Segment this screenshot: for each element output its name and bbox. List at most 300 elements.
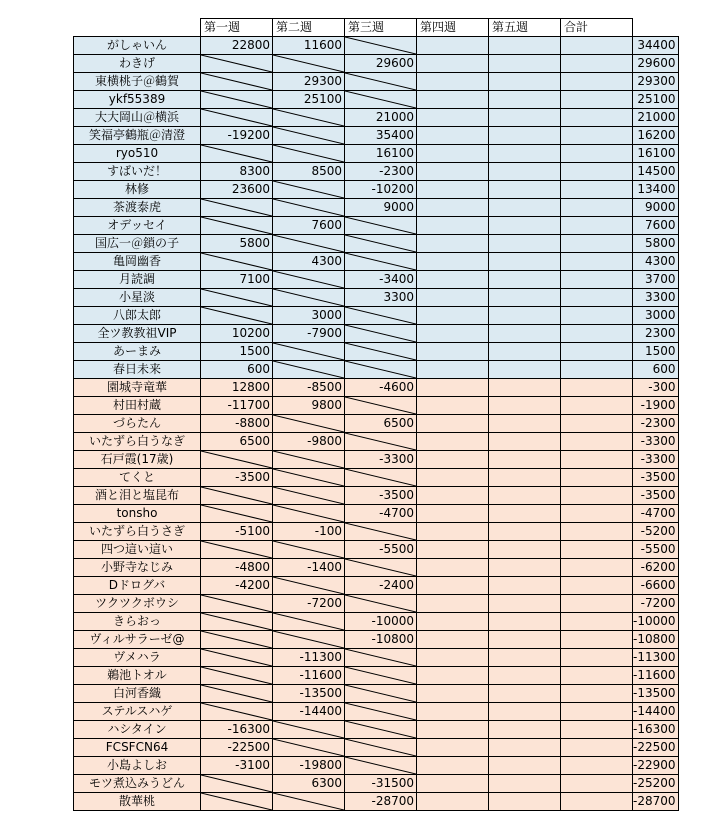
player-name-cell[interactable]: 石戸霞(17歳) xyxy=(74,451,201,469)
week5-cell[interactable] xyxy=(489,613,561,631)
week5-cell[interactable] xyxy=(489,145,561,163)
total-cell[interactable]: 3000 xyxy=(633,307,679,325)
week2-cell[interactable] xyxy=(273,397,345,415)
total-cell[interactable]: -14400 xyxy=(633,703,679,721)
total-cell[interactable]: 13400 xyxy=(633,181,679,199)
week3-cell[interactable] xyxy=(345,433,417,451)
player-name-cell[interactable]: ykf55389 xyxy=(74,91,201,109)
player-name-cell[interactable]: 春日未来 xyxy=(74,361,201,379)
player-name-cell[interactable]: Dドログバ xyxy=(74,577,201,595)
week4-cell[interactable] xyxy=(417,649,489,667)
week1-cell[interactable] xyxy=(201,433,273,451)
week5-cell[interactable] xyxy=(489,415,561,433)
week6-cell[interactable] xyxy=(561,145,633,163)
week3-cell[interactable] xyxy=(345,631,417,649)
week4-cell[interactable] xyxy=(417,91,489,109)
week6-cell[interactable] xyxy=(561,325,633,343)
header-corner[interactable] xyxy=(74,19,201,37)
week2-cell[interactable] xyxy=(273,361,345,379)
total-cell[interactable]: -11600 xyxy=(633,667,679,685)
week5-cell[interactable] xyxy=(489,505,561,523)
week2-cell[interactable] xyxy=(273,775,345,793)
week5-cell[interactable] xyxy=(489,721,561,739)
week2-cell[interactable] xyxy=(273,343,345,361)
week1-cell[interactable] xyxy=(201,775,273,793)
total-cell[interactable]: -7200 xyxy=(633,595,679,613)
total-cell[interactable]: -22500 xyxy=(633,739,679,757)
week5-cell[interactable] xyxy=(489,397,561,415)
week4-cell[interactable] xyxy=(417,739,489,757)
week4-cell[interactable] xyxy=(417,757,489,775)
week4-cell[interactable] xyxy=(417,325,489,343)
total-cell[interactable]: -6200 xyxy=(633,559,679,577)
week3-cell[interactable] xyxy=(345,721,417,739)
week6-cell[interactable] xyxy=(561,577,633,595)
week1-cell[interactable] xyxy=(201,199,273,217)
week1-cell[interactable] xyxy=(201,793,273,811)
week1-cell[interactable] xyxy=(201,397,273,415)
header-week2[interactable]: 第二週 xyxy=(273,19,345,37)
week5-cell[interactable] xyxy=(489,559,561,577)
week3-cell[interactable] xyxy=(345,577,417,595)
week5-cell[interactable] xyxy=(489,487,561,505)
week4-cell[interactable] xyxy=(417,253,489,271)
week2-cell[interactable] xyxy=(273,577,345,595)
week1-cell[interactable] xyxy=(201,577,273,595)
week2-cell[interactable] xyxy=(273,181,345,199)
player-name-cell[interactable]: 小野寺なじみ xyxy=(74,559,201,577)
week6-cell[interactable] xyxy=(561,631,633,649)
week6-cell[interactable] xyxy=(561,487,633,505)
week2-cell[interactable] xyxy=(273,415,345,433)
total-cell[interactable]: -3300 xyxy=(633,433,679,451)
week4-cell[interactable] xyxy=(417,289,489,307)
week6-cell[interactable] xyxy=(561,649,633,667)
week3-cell[interactable] xyxy=(345,469,417,487)
week6-cell[interactable] xyxy=(561,505,633,523)
week4-cell[interactable] xyxy=(417,523,489,541)
week3-cell[interactable] xyxy=(345,379,417,397)
week2-cell[interactable] xyxy=(273,127,345,145)
week1-cell[interactable] xyxy=(201,523,273,541)
week3-cell[interactable] xyxy=(345,199,417,217)
week2-cell[interactable] xyxy=(273,163,345,181)
week2-cell[interactable] xyxy=(273,199,345,217)
week2-cell[interactable] xyxy=(273,289,345,307)
week6-cell[interactable] xyxy=(561,37,633,55)
total-cell[interactable]: -3500 xyxy=(633,487,679,505)
player-name-cell[interactable]: 亀岡幽香 xyxy=(74,253,201,271)
week3-cell[interactable] xyxy=(345,253,417,271)
total-cell[interactable]: 25100 xyxy=(633,91,679,109)
week6-cell[interactable] xyxy=(561,343,633,361)
week5-cell[interactable] xyxy=(489,181,561,199)
week1-cell[interactable] xyxy=(201,559,273,577)
total-cell[interactable]: -13500 xyxy=(633,685,679,703)
week6-cell[interactable] xyxy=(561,415,633,433)
player-name-cell[interactable]: ハシタイン xyxy=(74,721,201,739)
week2-cell[interactable] xyxy=(273,253,345,271)
player-name-cell[interactable]: 酒と泪と塩昆布 xyxy=(74,487,201,505)
week4-cell[interactable] xyxy=(417,271,489,289)
total-cell[interactable]: -5200 xyxy=(633,523,679,541)
total-cell[interactable]: 29300 xyxy=(633,73,679,91)
player-name-cell[interactable]: 小星淡 xyxy=(74,289,201,307)
week5-cell[interactable] xyxy=(489,199,561,217)
week4-cell[interactable] xyxy=(417,541,489,559)
week1-cell[interactable] xyxy=(201,235,273,253)
week6-cell[interactable] xyxy=(561,523,633,541)
total-cell[interactable]: 9000 xyxy=(633,199,679,217)
week2-cell[interactable] xyxy=(273,325,345,343)
week5-cell[interactable] xyxy=(489,235,561,253)
player-name-cell[interactable]: 東横桃子＠鶴賀 xyxy=(74,73,201,91)
week1-cell[interactable] xyxy=(201,757,273,775)
week6-cell[interactable] xyxy=(561,217,633,235)
week3-cell[interactable] xyxy=(345,163,417,181)
week4-cell[interactable] xyxy=(417,433,489,451)
week6-cell[interactable] xyxy=(561,397,633,415)
player-name-cell[interactable]: 林修 xyxy=(74,181,201,199)
player-name-cell[interactable]: 月読調 xyxy=(74,271,201,289)
week3-cell[interactable] xyxy=(345,613,417,631)
week2-cell[interactable] xyxy=(273,793,345,811)
week5-cell[interactable] xyxy=(489,127,561,145)
week6-cell[interactable] xyxy=(561,667,633,685)
week2-cell[interactable] xyxy=(273,523,345,541)
week5-cell[interactable] xyxy=(489,163,561,181)
week3-cell[interactable] xyxy=(345,343,417,361)
week2-cell[interactable] xyxy=(273,487,345,505)
week4-cell[interactable] xyxy=(417,73,489,91)
week3-cell[interactable] xyxy=(345,235,417,253)
week5-cell[interactable] xyxy=(489,379,561,397)
week3-cell[interactable] xyxy=(345,37,417,55)
week4-cell[interactable] xyxy=(417,505,489,523)
week6-cell[interactable] xyxy=(561,235,633,253)
week4-cell[interactable] xyxy=(417,127,489,145)
week6-cell[interactable] xyxy=(561,361,633,379)
header-total[interactable]: 合計 xyxy=(561,19,633,37)
player-name-cell[interactable]: がしゃいん xyxy=(74,37,201,55)
week5-cell[interactable] xyxy=(489,451,561,469)
week6-cell[interactable] xyxy=(561,163,633,181)
total-cell[interactable]: 600 xyxy=(633,361,679,379)
week5-cell[interactable] xyxy=(489,271,561,289)
week5-cell[interactable] xyxy=(489,595,561,613)
week5-cell[interactable] xyxy=(489,667,561,685)
week3-cell[interactable] xyxy=(345,91,417,109)
week4-cell[interactable] xyxy=(417,451,489,469)
week1-cell[interactable] xyxy=(201,613,273,631)
player-name-cell[interactable]: 四つ這い這い xyxy=(74,541,201,559)
total-cell[interactable]: 3300 xyxy=(633,289,679,307)
week1-cell[interactable] xyxy=(201,361,273,379)
week1-cell[interactable] xyxy=(201,505,273,523)
player-name-cell[interactable]: あーまみ xyxy=(74,343,201,361)
player-name-cell[interactable]: モツ煮込みうどん xyxy=(74,775,201,793)
total-cell[interactable]: 14500 xyxy=(633,163,679,181)
week6-cell[interactable] xyxy=(561,451,633,469)
week1-cell[interactable] xyxy=(201,649,273,667)
week3-cell[interactable] xyxy=(345,757,417,775)
week6-cell[interactable] xyxy=(561,379,633,397)
week5-cell[interactable] xyxy=(489,307,561,325)
player-name-cell[interactable]: 小島よしお xyxy=(74,757,201,775)
week6-cell[interactable] xyxy=(561,685,633,703)
week3-cell[interactable] xyxy=(345,523,417,541)
week5-cell[interactable] xyxy=(489,73,561,91)
header-week3[interactable]: 第三週 xyxy=(345,19,417,37)
week2-cell[interactable] xyxy=(273,631,345,649)
player-name-cell[interactable]: ステルスハゲ xyxy=(74,703,201,721)
week2-cell[interactable] xyxy=(273,613,345,631)
week2-cell[interactable] xyxy=(273,73,345,91)
player-name-cell[interactable]: FCSFCN64 xyxy=(74,739,201,757)
total-cell[interactable]: 7600 xyxy=(633,217,679,235)
week3-cell[interactable] xyxy=(345,55,417,73)
week3-cell[interactable] xyxy=(345,73,417,91)
player-name-cell[interactable]: すばいだ！ xyxy=(74,163,201,181)
week1-cell[interactable] xyxy=(201,703,273,721)
player-name-cell[interactable]: 散華桃 xyxy=(74,793,201,811)
week4-cell[interactable] xyxy=(417,235,489,253)
week5-cell[interactable] xyxy=(489,55,561,73)
week4-cell[interactable] xyxy=(417,379,489,397)
week1-cell[interactable] xyxy=(201,307,273,325)
week2-cell[interactable] xyxy=(273,595,345,613)
week2-cell[interactable] xyxy=(273,91,345,109)
week4-cell[interactable] xyxy=(417,667,489,685)
week2-cell[interactable] xyxy=(273,55,345,73)
week3-cell[interactable] xyxy=(345,685,417,703)
week6-cell[interactable] xyxy=(561,721,633,739)
player-name-cell[interactable]: 園城寺竜華 xyxy=(74,379,201,397)
week4-cell[interactable] xyxy=(417,163,489,181)
week2-cell[interactable] xyxy=(273,649,345,667)
week6-cell[interactable] xyxy=(561,73,633,91)
week2-cell[interactable] xyxy=(273,667,345,685)
week3-cell[interactable] xyxy=(345,703,417,721)
week6-cell[interactable] xyxy=(561,433,633,451)
player-name-cell[interactable]: づらたん xyxy=(74,415,201,433)
week3-cell[interactable] xyxy=(345,127,417,145)
player-name-cell[interactable]: いたずら白うなぎ xyxy=(74,433,201,451)
player-name-cell[interactable]: 全ツ教教祖VIP xyxy=(74,325,201,343)
week4-cell[interactable] xyxy=(417,487,489,505)
week5-cell[interactable] xyxy=(489,253,561,271)
week1-cell[interactable] xyxy=(201,91,273,109)
week2-cell[interactable] xyxy=(273,757,345,775)
week5-cell[interactable] xyxy=(489,37,561,55)
week5-cell[interactable] xyxy=(489,703,561,721)
week4-cell[interactable] xyxy=(417,631,489,649)
week1-cell[interactable] xyxy=(201,667,273,685)
week6-cell[interactable] xyxy=(561,127,633,145)
player-name-cell[interactable]: きらおっ xyxy=(74,613,201,631)
week3-cell[interactable] xyxy=(345,595,417,613)
week1-cell[interactable] xyxy=(201,325,273,343)
total-cell[interactable]: -3500 xyxy=(633,469,679,487)
week3-cell[interactable] xyxy=(345,307,417,325)
week3-cell[interactable] xyxy=(345,361,417,379)
week3-cell[interactable] xyxy=(345,415,417,433)
week5-cell[interactable] xyxy=(489,217,561,235)
player-name-cell[interactable]: わきげ xyxy=(74,55,201,73)
week3-cell[interactable] xyxy=(345,109,417,127)
week3-cell[interactable] xyxy=(345,793,417,811)
week4-cell[interactable] xyxy=(417,307,489,325)
week2-cell[interactable] xyxy=(273,559,345,577)
player-name-cell[interactable]: いたずら白うさぎ xyxy=(74,523,201,541)
week6-cell[interactable] xyxy=(561,289,633,307)
player-name-cell[interactable]: 八郎太郎 xyxy=(74,307,201,325)
week2-cell[interactable] xyxy=(273,109,345,127)
week1-cell[interactable] xyxy=(201,415,273,433)
header-week4[interactable]: 第四週 xyxy=(417,19,489,37)
week6-cell[interactable] xyxy=(561,199,633,217)
total-cell[interactable]: 5800 xyxy=(633,235,679,253)
total-cell[interactable]: -3300 xyxy=(633,451,679,469)
header-week1[interactable]: 第一週 xyxy=(201,19,273,37)
week4-cell[interactable] xyxy=(417,109,489,127)
week4-cell[interactable] xyxy=(417,613,489,631)
total-cell[interactable]: -10000 xyxy=(633,613,679,631)
total-cell[interactable]: -11300 xyxy=(633,649,679,667)
week3-cell[interactable] xyxy=(345,559,417,577)
week1-cell[interactable] xyxy=(201,163,273,181)
week6-cell[interactable] xyxy=(561,559,633,577)
week4-cell[interactable] xyxy=(417,721,489,739)
week6-cell[interactable] xyxy=(561,541,633,559)
week4-cell[interactable] xyxy=(417,361,489,379)
week2-cell[interactable] xyxy=(273,739,345,757)
week2-cell[interactable] xyxy=(273,217,345,235)
week1-cell[interactable] xyxy=(201,721,273,739)
week5-cell[interactable] xyxy=(489,541,561,559)
week1-cell[interactable] xyxy=(201,379,273,397)
week2-cell[interactable] xyxy=(273,379,345,397)
week5-cell[interactable] xyxy=(489,739,561,757)
week1-cell[interactable] xyxy=(201,217,273,235)
player-name-cell[interactable]: 国広一＠鎖の子 xyxy=(74,235,201,253)
week3-cell[interactable] xyxy=(345,451,417,469)
week4-cell[interactable] xyxy=(417,217,489,235)
week6-cell[interactable] xyxy=(561,109,633,127)
week4-cell[interactable] xyxy=(417,181,489,199)
week5-cell[interactable] xyxy=(489,757,561,775)
week3-cell[interactable] xyxy=(345,775,417,793)
player-name-cell[interactable]: ヴメハラ xyxy=(74,649,201,667)
week3-cell[interactable] xyxy=(345,667,417,685)
week5-cell[interactable] xyxy=(489,343,561,361)
total-cell[interactable]: -2300 xyxy=(633,415,679,433)
week1-cell[interactable] xyxy=(201,685,273,703)
week2-cell[interactable] xyxy=(273,451,345,469)
player-name-cell[interactable]: オデッセイ xyxy=(74,217,201,235)
week2-cell[interactable] xyxy=(273,271,345,289)
total-cell[interactable]: 34400 xyxy=(633,37,679,55)
week4-cell[interactable] xyxy=(417,469,489,487)
week2-cell[interactable] xyxy=(273,721,345,739)
week3-cell[interactable] xyxy=(345,487,417,505)
week3-cell[interactable] xyxy=(345,541,417,559)
week1-cell[interactable] xyxy=(201,253,273,271)
week1-cell[interactable] xyxy=(201,145,273,163)
week1-cell[interactable] xyxy=(201,127,273,145)
total-cell[interactable]: 3700 xyxy=(633,271,679,289)
player-name-cell[interactable]: てくと xyxy=(74,469,201,487)
week3-cell[interactable] xyxy=(345,217,417,235)
week1-cell[interactable] xyxy=(201,73,273,91)
total-cell[interactable]: 21000 xyxy=(633,109,679,127)
total-cell[interactable]: -5500 xyxy=(633,541,679,559)
week5-cell[interactable] xyxy=(489,325,561,343)
week1-cell[interactable] xyxy=(201,289,273,307)
week2-cell[interactable] xyxy=(273,307,345,325)
week2-cell[interactable] xyxy=(273,703,345,721)
week1-cell[interactable] xyxy=(201,631,273,649)
total-cell[interactable]: -1900 xyxy=(633,397,679,415)
total-cell[interactable]: -300 xyxy=(633,379,679,397)
week5-cell[interactable] xyxy=(489,523,561,541)
total-cell[interactable]: 16200 xyxy=(633,127,679,145)
week1-cell[interactable] xyxy=(201,55,273,73)
week3-cell[interactable] xyxy=(345,397,417,415)
player-name-cell[interactable]: tonsho xyxy=(74,505,201,523)
week4-cell[interactable] xyxy=(417,775,489,793)
week5-cell[interactable] xyxy=(489,577,561,595)
week4-cell[interactable] xyxy=(417,37,489,55)
player-name-cell[interactable]: 大大岡山＠横浜 xyxy=(74,109,201,127)
total-cell[interactable]: -10800 xyxy=(633,631,679,649)
week5-cell[interactable] xyxy=(489,775,561,793)
week4-cell[interactable] xyxy=(417,685,489,703)
week2-cell[interactable] xyxy=(273,541,345,559)
total-cell[interactable]: 1500 xyxy=(633,343,679,361)
week6-cell[interactable] xyxy=(561,613,633,631)
week4-cell[interactable] xyxy=(417,55,489,73)
header-week5[interactable]: 第五週 xyxy=(489,19,561,37)
week5-cell[interactable] xyxy=(489,361,561,379)
week4-cell[interactable] xyxy=(417,343,489,361)
week5-cell[interactable] xyxy=(489,289,561,307)
week2-cell[interactable] xyxy=(273,433,345,451)
player-name-cell[interactable]: 村田村蔵 xyxy=(74,397,201,415)
week2-cell[interactable] xyxy=(273,235,345,253)
week6-cell[interactable] xyxy=(561,703,633,721)
week4-cell[interactable] xyxy=(417,145,489,163)
total-cell[interactable]: -16300 xyxy=(633,721,679,739)
week5-cell[interactable] xyxy=(489,793,561,811)
week4-cell[interactable] xyxy=(417,577,489,595)
player-name-cell[interactable]: ツクツクボウシ xyxy=(74,595,201,613)
week5-cell[interactable] xyxy=(489,109,561,127)
total-cell[interactable]: 16100 xyxy=(633,145,679,163)
week4-cell[interactable] xyxy=(417,559,489,577)
week3-cell[interactable] xyxy=(345,181,417,199)
week3-cell[interactable] xyxy=(345,145,417,163)
week1-cell[interactable] xyxy=(201,109,273,127)
week6-cell[interactable] xyxy=(561,91,633,109)
week3-cell[interactable] xyxy=(345,649,417,667)
week1-cell[interactable] xyxy=(201,541,273,559)
total-cell[interactable]: -4700 xyxy=(633,505,679,523)
week3-cell[interactable] xyxy=(345,739,417,757)
week5-cell[interactable] xyxy=(489,685,561,703)
week1-cell[interactable] xyxy=(201,37,273,55)
week6-cell[interactable] xyxy=(561,307,633,325)
